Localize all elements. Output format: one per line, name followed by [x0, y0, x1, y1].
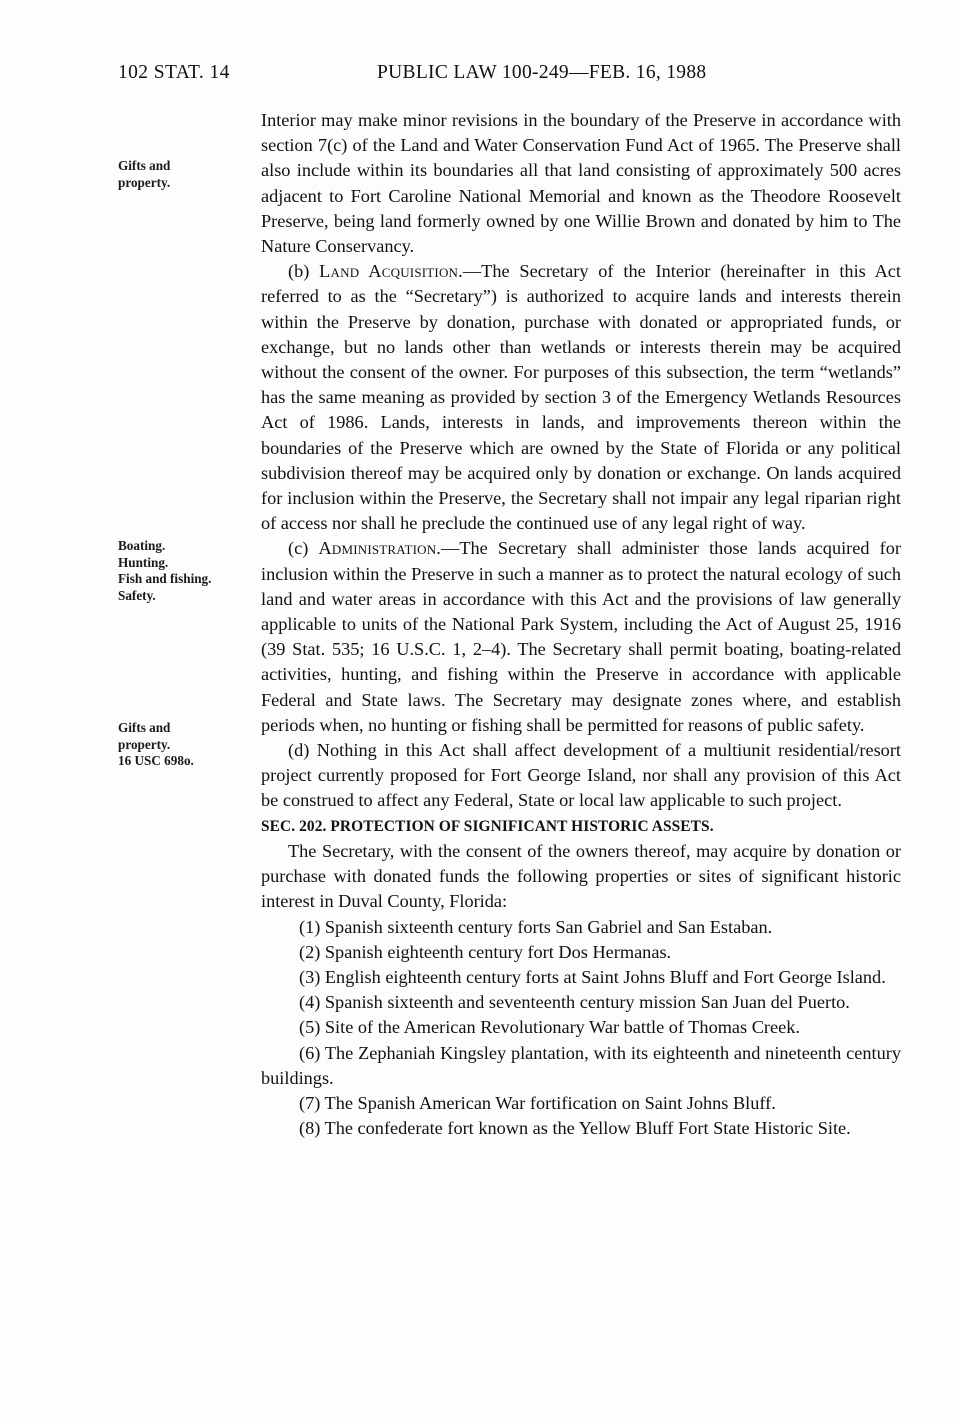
subsection-heading-b: Land Acquisition. [319, 261, 463, 282]
list-item: (5) Site of the American Revolutionary War battle of Thomas Creek. [299, 1017, 800, 1038]
margin-note-line: property. [118, 736, 171, 752]
subsection-label-c: (c) [288, 538, 319, 559]
margin-note-line: Safety. [118, 587, 156, 603]
paragraph-d: (d) Nothing in this Act shall affect development of a multiunit residential/resort project currently proposed for Fort George Island, nor shall any provision of this Act be construed to affect any Federal, State or local law applicable to such project. [261, 740, 901, 811]
list-item: (4) Spanish sixteenth and seventeenth century mission San Juan del Puerto. [299, 992, 850, 1013]
section-heading-202: SEC. 202. PROTECTION OF SIGNIFICANT HISTORIC ASSETS. [261, 817, 714, 835]
subsection-text-b: —The Secretary of the Interior (hereinafter in this Act referred to as the “Secretary”) is authorized to acquire lands and interests therein within the Preserve by donation, purchase with donated or appropriated funds, or exchange, but no lands other than wetlands or interests therein may be acquired without the consent of the owner. For purposes of this subsection, the term “wetlands” has the same meaning as provided by section 3 of the Emergency Wetlands Resources Act of 1986. Lands, interests in lands, and improvements thereon within the boundaries of the Preserve which are owned by the State of Florida or any political subdivision thereof may be acquired only by donation or exchange. On lands acquired for inclusion within the Preserve, the Secretary shall not impair any legal riparian right of access nor shall he preclude the continued use of any legal right of way. [261, 261, 901, 534]
margin-note-line: Hunting. [118, 554, 169, 570]
list-item: (3) English eighteenth century forts at Saint Johns Bluff and Fort George Island. [299, 966, 886, 987]
margin-note-line: Gifts and [118, 158, 171, 173]
margin-note-line: 16 USC 698o. [118, 753, 194, 768]
margin-note-line: Boating. [118, 538, 166, 553]
body-column [261, 108, 901, 1141]
running-head [0, 62, 959, 88]
historic-assets-list [261, 915, 901, 1142]
paragraph-intro: Interior may make minor revisions in the boundary of the Preserve in accordance with section 7(c) of the Land and Water Conservation Fund Act of 1965. The Preserve shall also include within its boundaries all that land consisting of approximately 500 acres adjacent to Fort Caroline National Memorial and known as the Theodore Roosevelt Preserve, being land formerly owned by one Willie Brown and donated by him to The Nature Conservancy. [261, 110, 901, 257]
public-law-title: PUBLIC LAW 100-249—FEB. 16, 1988 [377, 62, 707, 83]
list-item: (1) Spanish sixteenth century forts San Gabriel and San Estaban. [299, 916, 773, 937]
list-item: (8) The confederate fort known as the Yellow Bluff Fort State Historic Site. [299, 1118, 851, 1139]
list-item: (7) The Spanish American War fortification on Saint Johns Bluff. [299, 1092, 776, 1113]
margin-note-gifts-property-1 [118, 158, 268, 191]
paragraph-administration [261, 536, 901, 738]
subsection-text-c: —The Secretary shall administer those lands acquired for inclusion within the Preserve in such a manner as to protect the natural ecology of such land and water areas in accordance with this Act and the provisions of law generally applicable to units of the National Park System, including the Act of August 25, 1916 (39 Stat. 535; 16 U.S.C. 1, 2–4). The Secretary shall permit boating, boating-related activities, hunting, and fishing within the Preserve in accordance with applicable Federal and State laws. The Secretary may designate zones where, and establish periods when, no hunting or fishing shall be permitted for reasons of public safety. [261, 538, 901, 735]
margin-note-line: Gifts and [118, 720, 171, 735]
list-item: (2) Spanish eighteenth century fort Dos Hermanas. [299, 941, 672, 962]
list-item: (6) The Zephaniah Kingsley plantation, with its eighteenth and nineteenth century buildings. [261, 1042, 901, 1088]
margin-note-line: Fish and fishing. [118, 571, 212, 586]
subsection-heading-c: Administration. [318, 538, 442, 559]
paragraph-sec202-intro: The Secretary, with the consent of the owners thereof, may acquire by donation or purchase with donated funds the following properties or sites of significant historic interest in Duval County, Florida: [261, 840, 901, 912]
paragraph-land-acquisition [261, 259, 901, 536]
margin-note-gifts-property-2 [118, 720, 268, 770]
subsection-label-b: (b) [288, 261, 320, 282]
page-number-stat: 102 STAT. 14 [118, 62, 230, 83]
margin-note-line: property. [118, 174, 171, 190]
